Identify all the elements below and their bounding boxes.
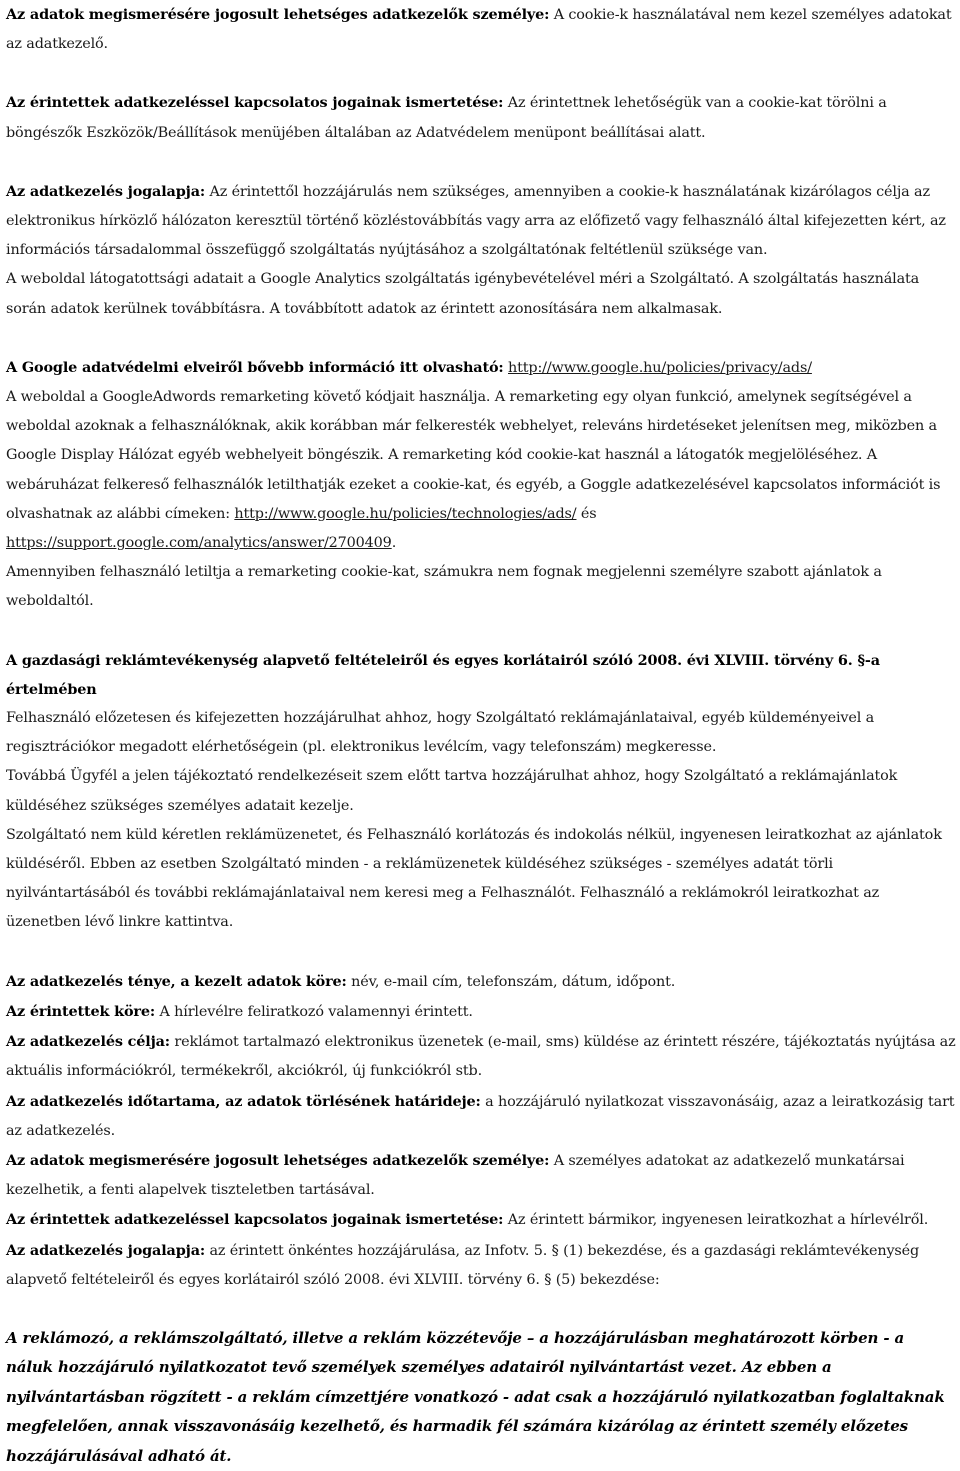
item-label: Az adatkezelés időtartama, az adatok törlésének határideje: [6, 1092, 481, 1110]
item-text: A személyes adatokat az adatkezelő munkatársai kezelhetik, a fenti alapelvek tiszteletben tartásával. [6, 1152, 905, 1199]
item-legal-basis [6, 1236, 956, 1295]
item-data-subjects [6, 997, 956, 1027]
spacer [6, 1295, 956, 1324]
text-rights: Az érintettnek lehetőségük van a cookie-kat törölni a böngészők Eszközök/Beállítások menüjében általában az Adatvédelem menüpont beállításai alatt. [6, 95, 887, 141]
item-label: Az adatkezelés célja: [6, 1033, 170, 1051]
spacer [6, 148, 956, 177]
item-label: Az érintettek adatkezeléssel kapcsolatos jogainak ismertetése: [6, 1211, 504, 1229]
paragraph-analytics: A weboldal látogatottsági adatait a Google Analytics szolgáltatás igénybevételével méri a Szolgáltató. A szolgáltatás használata során adatok kerülnek továbbításra. A továbbított adatok az érintett azonosítására nem alkalmasak. [6, 271, 920, 317]
paragraph-unsubscribe: Szolgáltató nem küld kéretlen reklámüzenetet, és Felhasználó korlátozás és indokolás nélkül, ingyenesen leiratkozhat az ajánlatok küldéséről. Ebben az esetben Szolgáltató minden - a reklámüzenetek küldéséhez szükséges - személyes adatát törli nyilvántartásából és további reklámajánlataival nem keresi meg a Felhasználót. Felhasználó a reklámokról leiratkozhat az üzenetben lévő linkre kattintva. [6, 826, 942, 931]
document-page [6, 0, 956, 1471]
item-text: Az érintett bármikor, ingyenesen leiratkozhat a hírlevélről. [503, 1212, 929, 1229]
heading-advertising-law: A gazdasági reklámtevékenység alapvető feltételeiről és egyes korlátairól szóló 2008. évi XLVIII. törvény 6. §-a értelmében [6, 651, 880, 698]
paragraph-data-controllers [6, 0, 956, 59]
spacer [6, 617, 956, 646]
statutory-quote: A reklámozó, a reklámszolgáltató, illetve a reklám közzétevője – a hozzájárulásban meghatározott körben - a náluk hozzájáruló nyilatkozatot tevő személyek személyes adatairól nyilvántartást vezet. Az ebben a nyilvántartásban rögzített - a reklám címzettjére vonatkozó - adat csak a hozzájáruló nyilatkozatban foglaltaknak megfelelően, annak visszavonásáig kezelhető, és harmadik fél számára kizárólag az érintett személy előzetes hozzájárulásával adható át. [6, 1328, 945, 1465]
text-remarketing: A weboldal a GoogleAdwords remarketing követő kódjait használja. A remarketing egy olyan funkció, amelynek segítségével a weboldal azoknak a felhasználóknak, akik korábban már felkeresték webhelyet, releváns hirdetéseket jelenítsen meg, miközben a Google Display Hálózat egyéb webhelyeit böngészik. A remarketing kód cookie-kat használ a látogatók megjelöléséhez. A webáruházat felkereső felhasználók letilthatják ezeket a cookie-kat, és egyéb, a Goggle adatkezelésével kapcsolatos információt is olvashatnak az alábbi címeken: [6, 389, 941, 522]
text-data-controllers: A cookie-k használatával nem kezel személyes adatokat az adatkezelő. [6, 7, 952, 53]
text-and: és [576, 505, 597, 522]
item-label: Az adatok megismerésére jogosult lehetséges adatkezelők személye: [6, 1151, 550, 1169]
spacer [6, 938, 956, 967]
item-text: A hírlevélre feliratkozó valamennyi érintett. [155, 1003, 473, 1020]
link-google-privacy[interactable]: http://www.google.hu/policies/privacy/ads/ [508, 359, 812, 376]
item-rights [6, 1205, 956, 1235]
item-label: Az érintettek köre: [6, 1002, 156, 1020]
link-google-analytics-support[interactable]: https://support.google.com/analytics/answer/2700409 [6, 535, 392, 552]
label-legal-basis: Az adatkezelés jogalapja: [6, 182, 206, 200]
paragraph-google-privacy [6, 353, 956, 383]
spacer [6, 324, 956, 353]
item-text: az érintett önkéntes hozzájárulása, az Infotv. 5. § (1) bekezdése, és a gazdasági reklámtevékenység alapvető feltételeiről és egyes korlátairól szóló 2008. évi XLVIII. törvény 6. § (5) bekezdése: [6, 1242, 920, 1288]
item-duration [6, 1087, 956, 1146]
item-label: Az adatkezelés ténye, a kezelt adatok köre: [6, 972, 347, 990]
paragraph-legal-basis [6, 177, 956, 266]
paragraph-client-consent: Továbbá Ügyfél a jelen tájékoztató rendelkezéseit szem előtt tartva hozzájárulhat ahhoz, hogy Szolgáltató a reklámajánlatok küldéséhez szükséges személyes adatait kezelje. [6, 768, 898, 814]
paragraph-remarketing-optout: Amennyiben felhasználó letiltja a remarketing cookie-kat, számukra nem fognak megjelenni személyre szabott ajánlatok a weboldaltól. [6, 564, 882, 610]
item-controllers [6, 1146, 956, 1205]
label-rights: Az érintettek adatkezeléssel kapcsolatos jogainak ismertetése: [6, 94, 504, 112]
item-data-scope [6, 967, 956, 997]
label-data-controllers: Az adatok megismerésére jogosult lehetséges adatkezelők személye: [6, 6, 550, 23]
text-period: . [391, 535, 397, 552]
link-google-technologies[interactable]: http://www.google.hu/policies/technologies/ads/ [234, 505, 577, 522]
item-purpose [6, 1027, 956, 1086]
item-text: név, e-mail cím, telefonszám, dátum, időpont. [346, 973, 676, 990]
paragraph-consent: Felhasználó előzetesen és kifejezetten hozzájárulhat ahhoz, hogy Szolgáltató reklámajánlataival, egyéb küldeményeivel a regisztrációkor megadott elérhetőségein (pl. elektronikus levélcím, vagy telefonszám) megkeresse. [6, 710, 875, 756]
paragraph-remarketing [6, 383, 956, 558]
item-text: a hozzájáruló nyilatkozat visszavonásáig, azaz a leiratkozásig tart az adatkezelés. [6, 1093, 955, 1139]
spacer [6, 59, 956, 88]
label-google-privacy: A Google adatvédelmi elveiről bővebb információ itt olvasható: [6, 358, 504, 376]
text-legal-basis: Az érintettől hozzájárulás nem szükséges, amennyiben a cookie-k használatának kizárólagos célja az elektronikus hírközlő hálózaton keresztül történő közléstovábbítás vagy arra az előfizető vagy felhasználó által kifejezetten kért, az információs társadalommal összefüggő szolgáltatás nyújtásához a szolgáltatónak feltétlenül szüksége van. [6, 183, 946, 259]
item-text: reklámot tartalmazó elektronikus üzenetek (e-mail, sms) küldése az érintett részére, tájékoztatás nyújtása az aktuális információkról, termékekről, akciókról, új funkciókról stb. [6, 1034, 956, 1080]
paragraph-rights [6, 88, 956, 147]
item-label: Az adatkezelés jogalapja: [6, 1241, 206, 1259]
